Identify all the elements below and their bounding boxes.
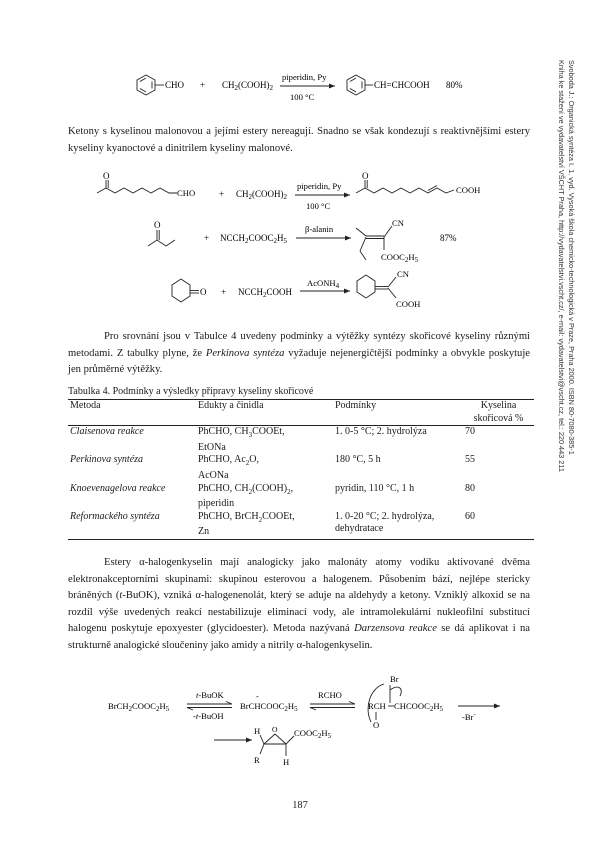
th-podminky: Podmínky <box>333 400 463 426</box>
s1-cho: CHO <box>165 80 185 90</box>
s2c-o: O <box>200 287 207 297</box>
paragraph-3 <box>68 555 530 655</box>
paragraph-1: Ketony s kyselinou malonovou a jejími estery nereagují. Snadno se však kondezují s reaktivnějšími estery kyseliny kyanoctové a dinitrilem kyseliny malonové. <box>68 126 530 154</box>
cell-metoda: Reformackého syntéza <box>68 511 196 540</box>
s2b-plus: + <box>204 233 210 243</box>
s3-ep-h1: H <box>254 726 261 736</box>
s2c-plus: + <box>221 287 227 297</box>
p2-text-b: vyžaduje nejenergičtější podmínky a obvykle poskytuje jen průměrné výtěžky. <box>68 347 531 376</box>
s3-reagent1b: -t-BuOH <box>193 711 224 721</box>
s2b-cn: CN <box>392 218 404 228</box>
p3-em: Darzensova reakce <box>354 623 437 635</box>
s2a-reagent: piperidin, Py <box>297 181 342 191</box>
cyclohexanone <box>172 279 199 302</box>
cell-podminky: 180 °C, 5 h <box>335 454 381 466</box>
th-metoda: Metoda <box>68 400 196 426</box>
s2c-product <box>357 275 396 298</box>
s2c-cyanoacid: $NCCH_2COOH$ <box>238 287 293 299</box>
scheme-1 <box>0 0 600 120</box>
th-vytezek: Kyselina skořicová % <box>463 400 534 426</box>
s2a-prod-o: O <box>362 171 369 181</box>
s2c-cn: CN <box>397 269 409 279</box>
cell-vytezek: 80 <box>465 482 475 494</box>
cell-podminky: 1. 0-5 °C; 2. hydrolýza <box>335 426 427 438</box>
table-row <box>68 426 534 455</box>
s3-ep-o: O <box>272 725 278 734</box>
table-row <box>68 511 534 540</box>
s2a-product-chain <box>356 180 454 193</box>
s3-br: Br <box>390 674 399 684</box>
s3-reagent2: RCHO <box>318 690 342 700</box>
benzene-ring-2 <box>347 75 365 95</box>
s2b-yield: 87% <box>440 233 457 243</box>
s2a-malonic: $CH_2(COOH)_2$ <box>236 189 288 201</box>
cell-podminky: 1. 0-20 °C; 2. hydrolýza, dehydratace <box>333 511 463 540</box>
table-row <box>68 454 534 482</box>
s3-alkoxide-tail: $CHCOOC_2H_5$ <box>394 701 444 713</box>
s3-bromoester: $BrCH_2COOC_2H_5$ <box>108 701 170 713</box>
s2b-cyanoester: $NCCH_2COOC_2H_5$ <box>220 233 288 245</box>
cell-metoda: Perkinova syntéza <box>70 454 144 466</box>
s1-cond: 100 °C <box>290 92 315 102</box>
page-number: 187 <box>292 800 308 811</box>
table-4 <box>68 399 534 540</box>
epoxide-ring <box>260 734 294 756</box>
s3-o-minus: O <box>373 720 380 730</box>
s1-plus: + <box>200 80 206 90</box>
s3-ep-ester: $COOC_2H_5$ <box>294 728 332 740</box>
s2a-plus: + <box>219 189 225 199</box>
p3-text-a: Estery α-halogenkyselin mají analogicky jako malonáty atomy vodíku aktivované dvěma elektronakceptorními skupinami: skupinou esterovou a halogenem. Působením bází, nejlépe stericky bráněných ( <box>68 557 530 602</box>
s1-product: CH=CHCOOH <box>374 80 430 90</box>
s3-rch: RCH <box>368 701 386 711</box>
sidebar-line-2: Kniha ke stažení ve vydavatelství VŠCHT Praha, http://vydavatelstvi.vscht.cz/, e-mail: vydavatelstvi@vscht.cz, tel.: 220 443 211 <box>557 60 567 472</box>
scheme-3 <box>0 670 600 790</box>
s2c-reagent: AcONH$_4$ <box>307 278 340 290</box>
p3-em-t: t <box>119 590 123 602</box>
paragraph-2 <box>68 329 530 379</box>
copyright-sidebar <box>538 60 576 580</box>
cell-edukty: PhCHO, BrCH$_2$COOEt, Zn <box>196 511 333 540</box>
s1-malonic: $CH_2(COOH)_2$ <box>222 80 274 92</box>
ketoaldehyde-chain <box>97 180 177 193</box>
s2a-o: O <box>103 171 110 181</box>
s1-reagent: piperidin, Py <box>282 72 327 82</box>
p2-text-a: Pro srovnání jsou v Tabulce 4 uvedeny podmínky a výtěžky syntézy skořicové kyseliny různými metodami. Z tabulky plyne, že <box>68 331 530 359</box>
cell-vytezek: 70 <box>465 426 475 438</box>
cell-vytezek: 55 <box>465 454 475 466</box>
s3-curved-arrow-2 <box>390 687 401 696</box>
cell-metoda: Knoevenagelova reakce <box>70 482 166 494</box>
butanone <box>148 230 175 246</box>
sidebar-line-1: Svoboda J.: Organická syntéza I. 1. vyd. Vysoká škola chemicko-technologická v Praze, Praha 2000. ISBN 80-7080-385-1 <box>567 60 576 455</box>
cell-edukty: PhCHO, $CH_3COOEt$, EtONa <box>198 426 285 453</box>
s3-charge: - <box>256 692 259 701</box>
s2b-o: O <box>154 220 161 230</box>
s2b-reagent: β-alanin <box>305 224 334 234</box>
scheme-2 <box>0 160 600 320</box>
cell-edukty: PhCHO, $CH_2(COOH)_2$, piperidin <box>198 482 294 510</box>
cell-edukty: PhCHO, $Ac_2O$, AcONa <box>198 454 260 481</box>
p3-text-b: -BuOK), vzniká α-halogenenolát, který se aduje na aldehydy a ketony. Vzniklý alkoxid se na rozdíl výše uvedených reakcí nestabilizuje eliminací vody, ale intramolekulární nukleofilní substitucí halogenu poskytuje epoxyester (glycidoester). Metoda nazývaná <box>68 590 531 635</box>
s2a-cond: 100 °C <box>306 201 331 211</box>
table-caption: Tabulka 4. Podmínky a výsledky přípravy kyseliny skořicové <box>68 386 314 397</box>
table-row <box>68 483 534 511</box>
s2a-product: COOH <box>456 185 481 195</box>
p3-text-c: se dá aplikovat i na strukturně analogické sloučeniny jako amidy a nitrily α-halogenkyselin. <box>68 623 531 651</box>
s1-yield: 80% <box>446 80 463 90</box>
s3-ep-r: R <box>254 755 260 765</box>
benzene-ring-1 <box>137 75 155 95</box>
th-edukty: Edukty a činidla <box>196 400 333 426</box>
s3-reagent1: t-BuOK <box>196 690 224 700</box>
s3-enolate: $BrCHCOOC_2H_5$ <box>240 701 298 713</box>
s2c-cooh: COOH <box>396 299 421 309</box>
cell-metoda: Claisenova reakce <box>70 426 144 438</box>
s3-minus-br: -Br- <box>462 712 476 722</box>
s2b-ester: $COOC_2H_5$ <box>381 252 419 264</box>
cell-vytezek: 60 <box>463 511 534 540</box>
cell-podminky: pyridin, 110 °C, 1 h <box>335 482 415 494</box>
s3-ep-h2: H <box>283 757 290 767</box>
p2-em: Perkinova syntéza <box>205 347 285 359</box>
s2a-cho: CHO <box>177 188 196 198</box>
